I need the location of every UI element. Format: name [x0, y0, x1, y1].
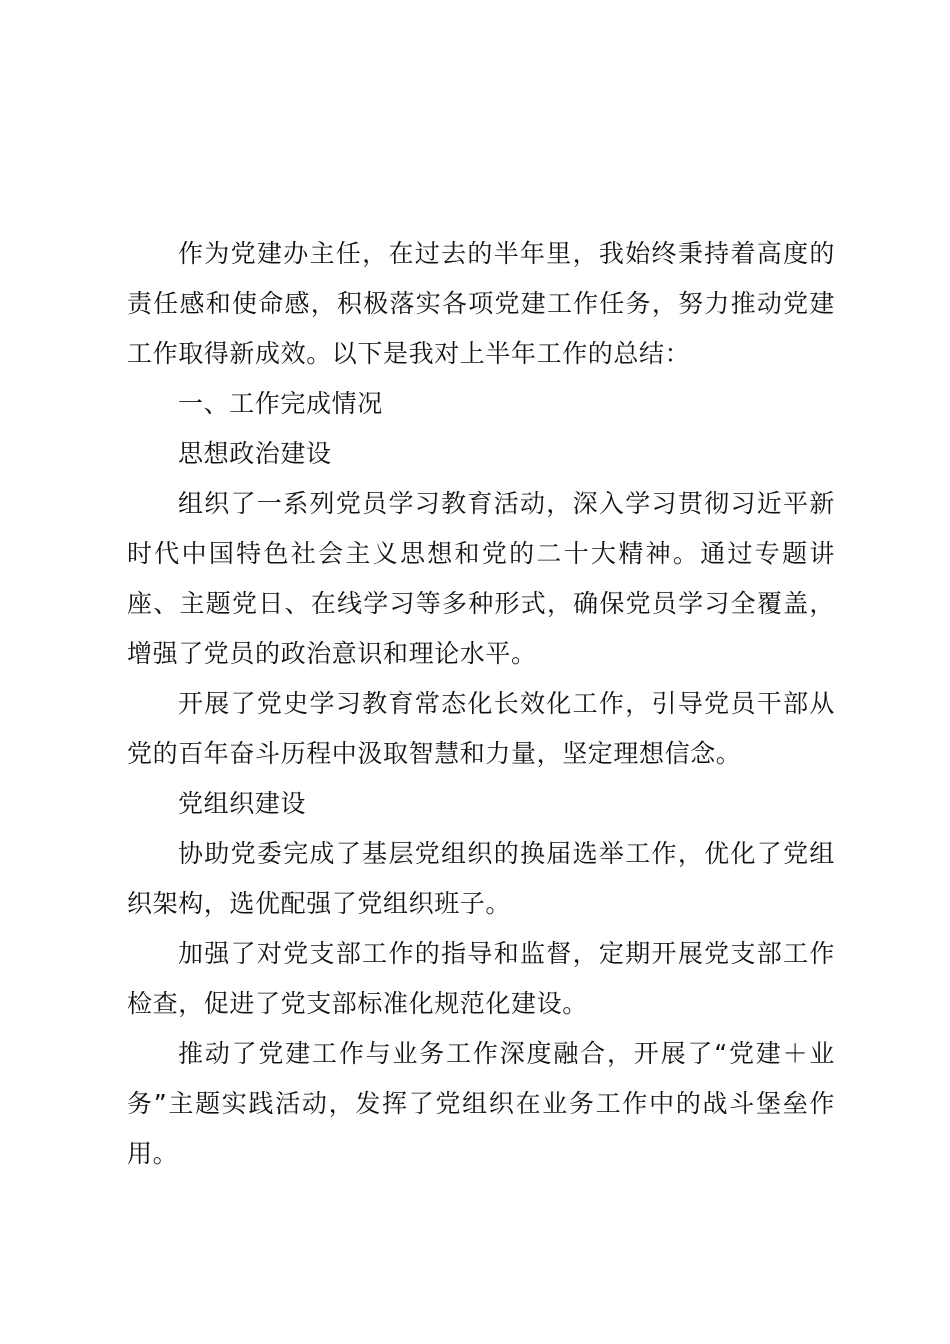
subheading-party-organization: 党组织建设 [178, 789, 307, 818]
intro-paragraph: 作为党建办主任，在过去的半年里，我始终秉持着高度的责任感和使命感，积极落实各项党建工作任务，努力推动党建工作取得新成效。以下是我对上半年工作的总结： [127, 239, 835, 368]
paragraph-party-business-integration: 推动了党建工作与业务工作深度融合，开展了“党建＋业务”主题实践活动，发挥了党组织在业务工作中的战斗堡垒作用。 [127, 1039, 835, 1168]
document-body [127, 229, 835, 1179]
paragraph-election-work: 协助党委完成了基层党组织的换届选举工作，优化了党组织架构，选优配强了党组织班子。 [127, 839, 835, 918]
subheading-ideological-political: 思想政治建设 [178, 439, 332, 468]
paragraph-study-activities: 组织了一系列党员学习教育活动，深入学习贯彻习近平新时代中国特色社会主义思想和党的二十大精神。通过专题讲座、主题党日、在线学习等多种形式，确保党员学习全覆盖，增强了党员的政治意识和理论水平。 [127, 489, 835, 668]
section-heading-work-completion: 一、工作完成情况 [178, 389, 383, 418]
paragraph-party-history-study: 开展了党史学习教育常态化长效化工作，引导党员干部从党的百年奋斗历程中汲取智慧和力量，坚定理想信念。 [127, 689, 835, 768]
paragraph-branch-supervision: 加强了对党支部工作的指导和监督，定期开展党支部工作检查，促进了党支部标准化规范化建设。 [127, 939, 835, 1018]
